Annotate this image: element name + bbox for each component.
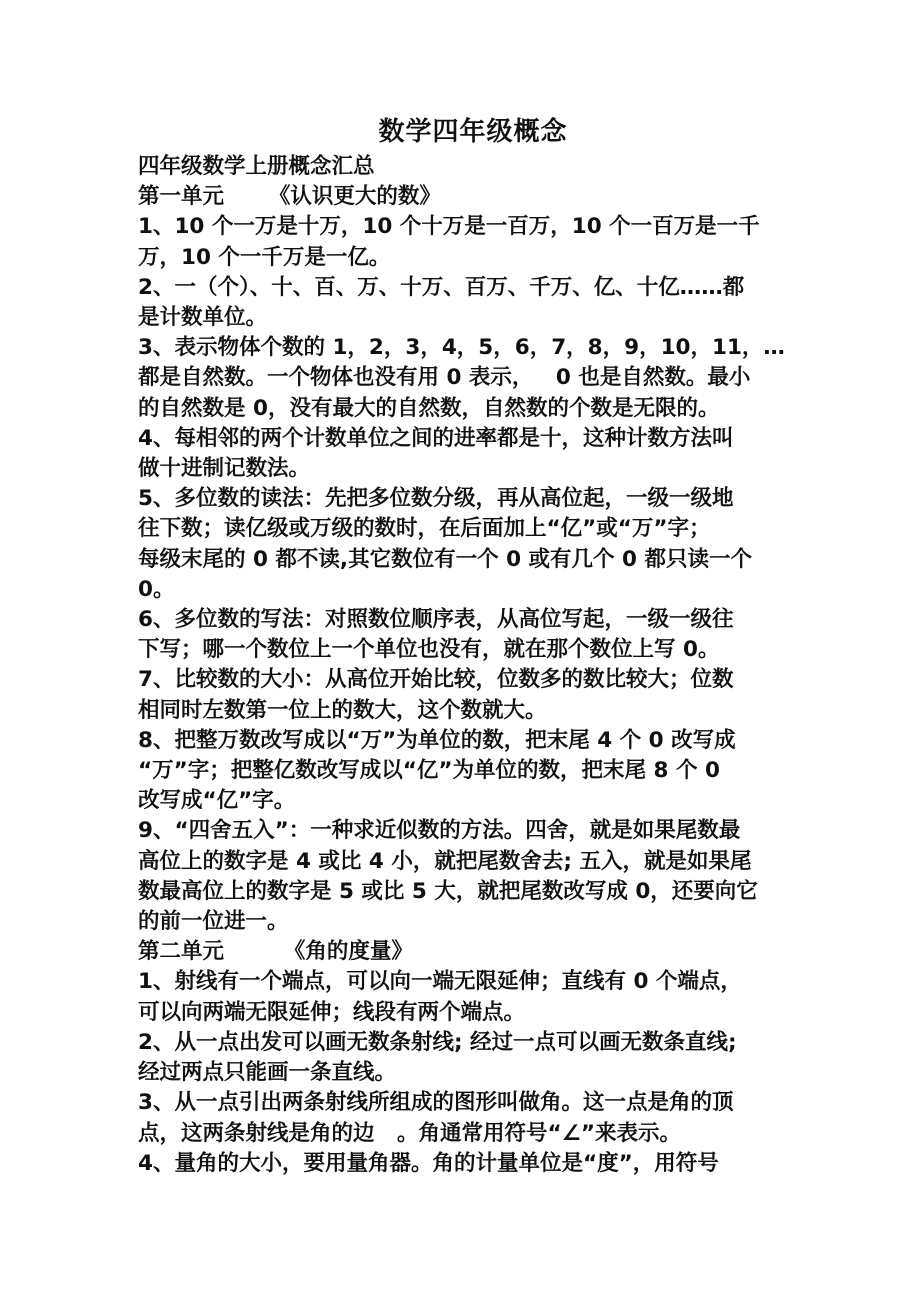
text-line: 万，10 个一千万是一亿。 — [138, 244, 391, 270]
text-line: “万”字；把整亿数改写成以“亿”为单位的数，把末尾 8 个 0 — [138, 758, 720, 784]
text-line: 7、比较数的大小：从高位开始比较，位数多的数比较大；位数 — [138, 667, 734, 693]
text-line: 高位上的数字是 4 或比 4 小，就把尾数舍去; 五入，就是如果尾 — [138, 848, 752, 874]
text-line: 4、每相邻的两个计数单位之间的进率都是十，这种计数方法叫 — [138, 425, 734, 451]
document-body — [138, 152, 788, 1179]
text-line: 1、射线有一个端点，可以向一端无限延伸；直线有 0 个端点， — [138, 969, 742, 995]
text-line: 数最高位上的数字是 5 或比 5 大，就把尾数改写成 0，还要向它 — [138, 878, 758, 904]
text-line: 1、10 个一万是十万，10 个十万是一百万，10 个一百万是一千 — [138, 214, 760, 240]
text-line: 往下数；读亿级或万级的数时，在后面加上“亿”或“万”字； — [138, 516, 711, 542]
text-line: 的前一位进一。 — [138, 909, 289, 935]
text-line: 是计数单位。 — [138, 305, 268, 331]
document-page — [138, 112, 788, 1179]
section-intro: 四年级数学上册概念汇总 — [138, 154, 375, 179]
text-line: 下写；哪一个数位上一个单位也没有，就在那个数位上写 0。 — [138, 637, 720, 663]
text-line: 8、把整万数改写成以“万”为单位的数，把末尾 4 个 0 改写成 — [138, 727, 736, 753]
text-line: 5、多位数的读法：先把多位数分级，再从高位起，一级一级地 — [138, 486, 734, 512]
text-line: 都是自然数。一个物体也没有用 0 表示， 0 也是自然数。最小 — [138, 365, 751, 391]
unit-1-heading: 第一单元 《认识更大的数》 — [138, 184, 441, 210]
text-line: 每级末尾的 0 都不读,其它数位有一个 0 或有几个 0 都只读一个 — [138, 546, 752, 572]
text-line: 经过两点只能画一条直线。 — [138, 1060, 397, 1086]
text-line: 点，这两条射线是角的边 。角通常用符号“∠”来表示。 — [138, 1120, 681, 1146]
text-line: 2、一（个）、十、百、万、十万、百万、千万、亿、十亿……都 — [138, 274, 745, 300]
text-line: 3、从一点引出两条射线所组成的图形叫做角。这一点是角的顶 — [138, 1090, 734, 1116]
text-line: 4、量角的大小，要用量角器。角的计量单位是“度”，用符号 — [138, 1150, 719, 1176]
text-line: 的自然数是 0，没有最大的自然数，自然数的个数是无限的。 — [138, 395, 720, 421]
text-line: 做十进制记数法。 — [138, 456, 311, 482]
unit-2-heading: 第二单元 《角的度量》 — [138, 939, 413, 965]
text-line: 9、“四舍五入”：一种求近似数的方法。四舍，就是如果尾数最 — [138, 818, 741, 844]
text-line: 相同时左数第一位上的数大，这个数就大。 — [138, 697, 547, 723]
text-line: 0。 — [138, 576, 175, 602]
document-title: 数学四年级概念 — [378, 117, 568, 147]
text-line: 2、从一点出发可以画无数条射线; 经过一点可以画无数条直线; — [138, 1029, 737, 1055]
text-line: 可以向两端无限延伸；线段有两个端点。 — [138, 999, 526, 1025]
text-line: 6、多位数的写法：对照数位顺序表，从高位写起，一级一级往 — [138, 607, 734, 633]
text-line: 3、表示物体个数的 1，2，3，4，5，6，7，8，9，10，11，… — [138, 335, 785, 361]
text-line: 改写成“亿”字。 — [138, 788, 296, 814]
